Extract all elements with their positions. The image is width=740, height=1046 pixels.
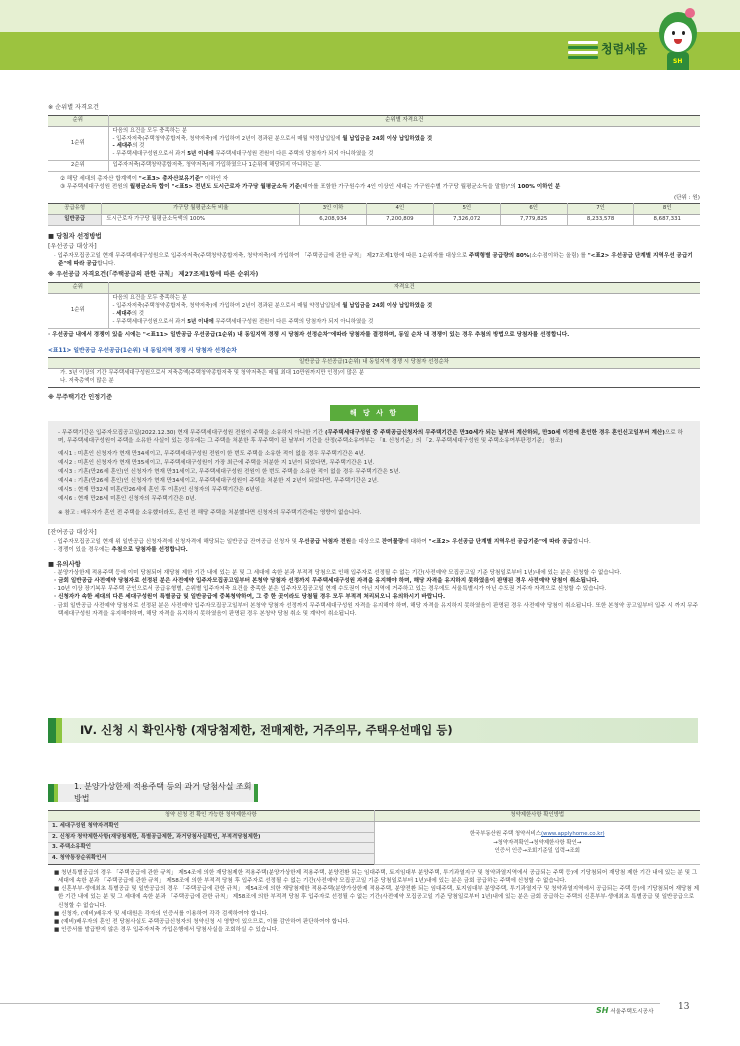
priority-requirements-table: 순위 자격요건 1순위 다음의 요건을 모두 충족하는 분 - 입주자저축(주택청약종합저축, 청약저축)에 가입하여 2년이 경과된 분으로서 매월 약정납입일에 월 납입금을 24회 이상 납입하였을 것 - 세대주의 것 - 무주택세대구성원으로서 과거 5년 이내에 무주택세대구성원 전원이 다른 주택의 당첨자가 되지 아니하였을 것	[48, 282, 700, 328]
header-band-top	[0, 0, 740, 32]
priority-text: · 입주자모집공고일 현재 무주택세대구성원으로 입주자저축(주택청약종합저축, 청약저축)에 가입하여 「주택공급에 관한 규칙」 제27조제1항에 따른 1순위자를 대상으로 주택형별 공급량의 80%(소수점이하는 올림) 를 "<표2> 우선공급 단계별 지역우선 공급기준"에 따라 공급합니다.	[54, 253, 693, 268]
table11: 일반공급 우선공급(1순위) 내 동일지역 경쟁 시 당첨자 선정순차 가. 3년 이상의 기간 무주택세대구성원으로서 저축총액(주택청약종합저축 및 청약저축은 매월 최대 10만원까지만 인정)이 많은 분 나. 저축총액이 많은 분	[48, 357, 700, 387]
caution-item: · 금회 일반공급 사전예약 당첨자로 선정된 분은 사전예약 입주자모집공고일부터 본청약 당첨자 선정까지 무주택세대구성원 자격을 유지해야 하며, 해당 자격을 유지하지 못하였음이 판명된 경우 사전예약 당첨이 취소됩니다. 또한 본청약 공고일부터 입주 시 까지 무주택세대구성원 자격을 유지해야하며, 해당 자격을 유지하지 못하였음이 판명된 경우 본청약 당첨 취소 및 계약이 취소됩니다.	[54, 602, 699, 617]
building-icon	[568, 39, 598, 61]
page-content: ※ 순위별 자격요건 순위 순위별 자격요건 1순위 다음의 요건을 모두 충족하는 분 - 입주자저축(주택청약종합저축, 청약저축)에 가입하여 2년이 경과된 분으로서 매월 약정납입일에 월 납입금을 24회 이상 납입하였을 것 - 세대주의 것 - 무주택세대구성원으로서 과거 5년 이내에 무주택세대구성원 전원이 다른 주택의 당첨자가 되지 아니하였을 것 2순위 입주자저축(주택청약종합저축, 청약저축)에 가입하였으나 1순위에 해당되지 아니하는 분. ② 해당 세대의 총자산 합계액이 "<표3> 총자산보유기준" 이하인 자 ③ 무주택세대구성원 전원의 월평균소득 합이 "<표5> 전년도 도시근로자 가구당 월평균소득 기준(태아를 포함한 가구원수가 4인 이상인 세대는 가구원수별 가구당 월평균소득을 말함)"의 100% 이하인 분 (단위 : 원) 공급유형 가구당 월평균소득 비율 3인 이하 4인 5인 6인 7인 8인 일반공급 도시근로자 가구당 월평균소득액의 100% 6,208,934 7,200,809 7,326,072 7,779,825 8,233,578 8,687,331 ■ 당첨자 선정방법 [우선공급 대상자] · 입주자모집공고일 현재 무주택세대구성원으로 입주자저축(주택청약종합저축, 청약저축)에 가입하여 「주택공급에 관한 규칙」 제27조제1항에 따른 1순위자를 대상으로 주택형별 공급량의 80%(소수점이하는 올림) 를 "<표2> 우선공급 단계별 지역우선 공급기준"에 따라 공급합니다. ※ 우선공급 자격요건(「주택공급의 관한 규칙」 제27조제1항에 따른 순위자) 순위 자격요건 1순위 다음의 요건을 모두 충족하는 분 - 입주자저축(주택청약종합저축, 청약저축)에 가입하여 2년이 경과된 분으로서 매월 약정납입일에 월 납입금을 24회 이상 납입하였을 것 - 세대주의 것 - 무주택세대구성원으로서 과거 5년 이내에 무주택세대구성원 전원이 다른 주택의 당첨자가 되지 아니하였을 것 · 우선공급 내에서 경쟁이 있을 시에는 "<표11> 일반공급 우선공급(1순위) 내 동일지역 경쟁 시 당첨자 선정순차"에따라 당첨자를 결정하며, 동일 순차 내 경쟁이 있는 경우 추첨의 방법으로 당첨자를 선정합니다. <표11> 일반공급 우선공급(1순위) 내 동일지역 경쟁 시 당첨자 선정순차 일반공급 우선공급(1순위) 내 동일지역 경쟁 시 당첨자 선정순차 가. 3년 이상의 기간 무주택세대구성원으로서 저축총액(주택청약종합저축 및 청약저축은 매월 최대 10만원까지만 인정)이 많은 분 나. 저축총액이 많은 분 ※ 무주택기간 인정기준 해 당 사 항 - 무주택기간은 입주자모집공고일(2022.12.30) 현재 무주택세대구성원 전원이 주택을 소유하지 아니한 기간 (무주택세대구성원 중 주택공급신청자의 무주택기간은 만30세가 되는 날부터 계산하되, 만30세 이전에 혼인한 경우 혼인신고일부터 계산)으로 하며, 무주택세대구성원이 주택을 소유한 사실이 있는 경우에는 그 주택을 처분한 후 무주택이 된 날부터 기간을 산정(주택소유여부는 「Ⅱ. 신청기준」의 「2. 무주택세대구성원 및 주택소유여부판정기준」 참조) 예시1 : 미혼인 신청자가 현재 만34세이고, 무주택세대구성원 전원이 한 번도 주택을 소유한 적이 없을 경우 무주택기간은 4년. 예시2 : 미혼인 신청자가 현재 만35세이고, 무주택세대구성원이 가장 최근에 주택을 처분한 지 1년이 되었다면, 무주택기간은 1년. 예시3 : 기혼(만26세 혼인)인 신청자가 현재 만31세이고, 무주택세대구성원 전원이 한 번도 주택을 소유한 적이 없을 경우 무주택기간은 5년. 예시4 : 기혼(만26세 혼인)인 신청자가 현재 만34세이고, 무주택세대구성원이 주택을 처분한 지 2년이 되었다면, 무주택기간은 2년. 예시5 : 현재 만32세 미혼(만26세에 혼인 후 이혼)인 신청자의 무주택기간은 6년임. 예시6 : 현재 만28세 미혼인 신청자의 무주택기간은 0년. ※ 참고 : 배우자가 혼인 전 주택을 소유했더라도, 혼인 전 해당 주택을 처분했다면 신청자의 무주택기간에는 영향이 없습니다. [잔여공급 대상자] · 입주자모집공고일 현재 위 일반공급 신청자격에 신청자격에 해당되는 일반공급 잔여공급 신청자 및 우선공급 낙첨자 전원을 대상으로 잔여물량에 대하여 "<표2> 우선공급 단계별 지역우선 공급기준"에 따라 공급합니다. · 경쟁이 있을 경우에는 추첨으로 당첨자를 선정합니다. ■ 유의사항 · 분양가상한제 적용주택 등에 이미 당첨되어 재당첨 제한 기간 내에 있는 분 및 그 세대에 속한 분과 부적격 당첨으로 인해 입주자로 선정될 수 없는 기간(사전예약 모집공고일 기준 당첨일로부터 1년)내에 있는 분은 신청할 수 없습니다. · 금회 일반공급 사전예약 당첨자로 선정된 분은 사전예약 입주자모집공고일부터 본청약 당첨자 선정까지 무주택세대구성원 자격을 유지해야 하며, 해당 자격을 유지하지 못하였음이 판명된 경우 사전예약 당첨이 취소됩니다. · 10년 이상 장기복무 무주택 군인으로서 공급유형별, 순위별 입주자저축 요건을 충족한 분은 입주자모집공고일 현재 수도권이 아닌 지역에 거주하고 있는 경우에도 서울특별시가 아닌 수도권 거주자 자격으로 신청할 수 있습니다. · 신청자가 속한 세대의 다른 세대구성원이 특별공급 및 일반공급에 중복청약하여, 그 중 한 곳이라도 당첨될 경우 모두 부적격 처리되오니 유의하시기 바랍니다. · 금회 일반공급 사전예약 당첨자로 선정된 분은 사전예약 입주자모집공고일부터 본청약 당첨자 선정까지 무주택세대구성원 자격을 유지해야 하며, 해당 자격을 유지하지 못하였음이 판명된 경우 사전예약 당첨이 취소됩니다. 또한 본청약 공고일부터 입주 시 까지 무주택세대구성원 자격을 유지해야하며, 해당 자격을 유지하지 못하였음이 판명된 경우 본청약 당첨 취소 및 계약이 취소됩니다.	[48, 104, 700, 617]
homeless-period-box: - 무주택기간은 입주자모집공고일(2022.12.30) 현재 무주택세대구성원 전원이 주택을 소유하지 아니한 기간 (무주택세대구성원 중 주택공급신청자의 무주택기간은 만30세가 되는 날부터 계산하되, 만30세 이전에 혼인한 경우 혼인신고일부터 계산)으로 하며, 무주택세대구성원이 주택을 소유한 사실이 있는 경우에는 그 주택을 처분한 후 무주택이 된 날부터 기간을 산정(주택소유여부는 「Ⅱ. 신청기준」의 「2. 무주택세대구성원 및 주택소유여부판정기준」 참조) 예시1 : 미혼인 신청자가 현재 만34세이고, 무주택세대구성원 전원이 한 번도 주택을 소유한 적이 없을 경우 무주택기간은 4년. 예시2 : 미혼인 신청자가 현재 만35세이고, 무주택세대구성원이 가장 최근에 주택을 처분한 지 1년이 되었다면, 무주택기간은 1년. 예시3 : 기혼(만26세 혼인)인 신청자가 현재 만31세이고, 무주택세대구성원 전원이 한 번도 주택을 소유한 적이 없을 경우 무주택기간은 5년. 예시4 : 기혼(만26세 혼인)인 신청자가 현재 만34세이고, 무주택세대구성원이 주택을 처분한 지 2년이 되었다면, 무주택기간은 2년. 예시5 : 현재 만32세 미혼(만26세에 혼인 후 이혼)인 신청자의 무주택기간은 6년임. 예시6 : 현재 만28세 미혼인 신청자의 무주택기간은 0년. ※ 참고 : 배우자가 혼인 전 주택을 소유했더라도, 혼인 전 해당 주택을 처분했다면 신청자의 무주택기간에는 영향이 없습니다.	[48, 421, 700, 524]
table11-caption: <표11> 일반공급 우선공급(1순위) 내 동일지역 경쟁 시 당첨자 선정순차	[48, 347, 237, 354]
section4-notes: ■ 청년특별공급의 경우 「주택공급에 관한 규칙」 제54조에 의한 재당첨제한 적용주택(분양가상한제 적용주택, 분양전환 되는 임대주택, 토지임대부 분양주택, 투기과열지구 및 청약과열지역에서 공급되는 주택 등)에 기당첨되어 재당첨 제한 기간 내에 있는 분 및 그 세대에 속한 분과 「주택공급에 관한 규칙」 제58조에 의한 부적격 당첨 후 입주자로 선정될 수 없는 기간(사전예약 모집공고일 기준 당첨일로부터 1년)내에 있는 분은 금회 공급하는 주택에 신청할 수 없습니다. ■ 신혼부부·생애최초 특별공급 및 일반공급의 경우 「주택공급에 관한 규칙」 제54조에 의한 재당첨제한 적용주택(분양가상한제 적용주택, 분양전환 되는 임대주택, 토지임대부 분양주택, 투기과열지구 및 청약과열지역에서 공급되는 주택 등)에 기당첨되어 재당첨 제한 기간 내에 있는 분 및 그 세대에 속한 분과 「주택공급에 관한 규칙」 제58조에 의한 부적격 당첨 후 입주자로 선정될 수 없는 기간(사전예약 모집공고일 기준 당첨일로부터 1년)내에 있는 분은 금회 공급하는 주택의 신혼부부·생애최초 특별공급 및 일반공급으로 신청할 수 없습니다. ■ 신청자, (예비)배우자 및 세대원은 각자의 인증서를 이용하여 각각 검색하여야 합니다. ■ (예비)배우자의 혼인 전 당첨사실도 주택공급신청자의 청약신청 시 영향이 있으므로, 이를 감안하여 판단하여야 합니다. ■ 인증서를 발급받지 않은 경우 입주자저축 가입은행에서 당첨사실을 조회하실 수 있습니다.	[54, 870, 700, 933]
caution-item: · 분양가상한제 적용주택 등에 이미 당첨되어 재당첨 제한 기간 내에 있는 분 및 그 세대에 속한 분과 부적격 당첨으로 인해 입주자로 선정될 수 없는 기간(사전예약 모집공고일 기준 당첨일로부터 1년)내에 있는 분은 신청할 수 없습니다.	[54, 570, 622, 577]
page-number: 13	[678, 1002, 690, 1012]
footer-logo: SH 서울주택도시공사	[596, 1006, 654, 1015]
mascot-icon: SH	[655, 8, 703, 70]
caution-item: · 금회 일반공급 사전예약 당첨자로 선정된 분은 사전예약 입주자모집공고일부터 본청약 당첨자 선정까지 무주택세대구성원 자격을 유지해야 하며, 해당 자격을 유지하지 못하였음이 판명된 경우 사전예약 당첨이 취소됩니다.	[54, 578, 599, 585]
table-row: 1순위 다음의 요건을 모두 충족하는 분 - 입주자저축(주택청약종합저축, 청약저축)에 가입하여 2년이 경과된 분으로서 매월 약정납입일에 월 납입금을 24회 이상 납입하였을 것 - 세대주의 것 - 무주택세대구성원으로서 과거 5년 이내에 무주택세대구성원 전원이 다른 주택의 당첨자가 되지 아니하였을 것	[48, 126, 700, 160]
section4-content	[48, 810, 700, 934]
footer-divider	[0, 1003, 660, 1004]
table-row: 1순위 다음의 요건을 모두 충족하는 분 - 입주자저축(주택청약종합저축, 청약저축)에 가입하여 2년이 경과된 분으로서 매월 약정납입일에 월 납입금을 24회 이상 납입하였을 것 - 세대주의 것 - 무주택세대구성원으로서 과거 5년 이내에 무주택세대구성원 전원이 다른 주택의 당첨자가 되지 아니하였을 것	[48, 294, 700, 328]
caution-item: · 신청자가 속한 세대의 다른 세대구성원이 특별공급 및 일반공급에 중복청약하여, 그 중 한 곳이라도 당첨될 경우 모두 부적격 처리되오니 유의하시기 바랍니다.	[54, 594, 446, 601]
subsection-banner	[48, 784, 258, 802]
rank-requirements-table: 순위 순위별 자격요건 1순위 다음의 요건을 모두 충족하는 분 - 입주자저축(주택청약종합저축, 청약저축)에 가입하여 2년이 경과된 분으로서 매월 약정납입일에 월 납입금을 24회 이상 납입하였을 것 - 세대주의 것 - 무주택세대구성원으로서 과거 5년 이내에 무주택세대구성원 전원이 다른 주택의 당첨자가 되지 아니하였을 것 2순위 입주자저축(주택청약종합저축, 청약저축)에 가입하였으나 1순위에 해당되지 아니하는 분.	[48, 115, 700, 172]
caution-item: · 10년 이상 장기복무 무주택 군인으로서 공급유형별, 순위별 입주자저축 요건을 충족한 분은 입주자모집공고일 현재 수도권이 아닌 지역에 거주하고 있는 경우에도 서울특별시가 아닌 수도권 거주자 자격으로 신청할 수 있습니다.	[54, 586, 607, 593]
brand-name: 청렴세움	[601, 42, 648, 57]
competition-note: · 우선공급 내에서 경쟁이 있을 시에는 "<표11> 일반공급 우선공급(1순위) 내 동일지역 경쟁 시 당첨자 선정순차"에따라 당첨자를 결정하며, 동일 순차 내 경쟁이 있는 경우 추첨의 방법으로 당첨자를 선정합니다.	[48, 331, 570, 338]
brand-logo	[568, 39, 647, 61]
subsection-title: 1. 분양가상한제 적용주택 등의 과거 당첨사실 조회 방법	[74, 782, 252, 803]
winner-selection-title: ■ 당첨자 선정방법	[48, 231, 102, 240]
income-table: 공급유형 가구당 월평균소득 비율 3인 이하 4인 5인 6인 7인 8인 일반공급 도시근로자 가구당 월평균소득액의 100% 6,208,934 7,200,809 7,326,072 7,779,825 8,233,578 8,687,331	[48, 203, 700, 226]
rank-requirements-title: ※ 순위별 자격요건	[48, 104, 99, 111]
applyhome-link[interactable]: (www.applyhome.co.kr)	[540, 831, 605, 838]
requirement-notes: ② 해당 세대의 총자산 합계액이 "<표3> 총자산보유기준" 이하인 자 ③ 무주택세대구성원 전원의 월평균소득 합이 "<표5> 전년도 도시근로자 가구당 월평균소득 기준(태아를 포함한 가구원수가 4인 이상인 세대는 가구원수별 가구당 월평균소득을 말함)"의 100% 이하인 분	[60, 175, 561, 191]
section4-banner	[48, 718, 698, 743]
applicable-label: 해 당 사 항	[330, 405, 418, 421]
table-row: 일반공급 도시근로자 가구당 월평균소득액의 100% 6,208,934 7,200,809 7,326,072 7,779,825 8,233,578 8,687,331	[48, 215, 700, 226]
unit-label: (단위 : 원)	[673, 195, 700, 202]
table-row: 2순위 입주자저축(주택청약종합저축, 청약저축)에 가입하였으나 1순위에 해당되지 아니하는 분.	[48, 161, 700, 172]
cautions-title: ■ 유의사항	[48, 559, 81, 568]
check-method-table: 청약 신청 전 확인 가능한 청약제한사항 청약제한사항 확인방법 1. 세대구성원 청약자격확인 한국부동산원 주택 청약서비스(www.applyhome.co.kr) →청약자격확인→청약제한사항 확인→ 인증서 인증→조회기준일 입력→조회 2. 신청자 청약제한사항(재당첨제한, 특별공급제한, 과거당첨사실확인, 부적격당첨제한) 3. 주택소유확인 4. 청약통장순위확인서	[48, 810, 700, 865]
section4-title: Ⅳ. 신청 시 확인사항 (재당첨제한, 전매제한, 거주의무, 주택우선매입 등)	[80, 723, 453, 738]
